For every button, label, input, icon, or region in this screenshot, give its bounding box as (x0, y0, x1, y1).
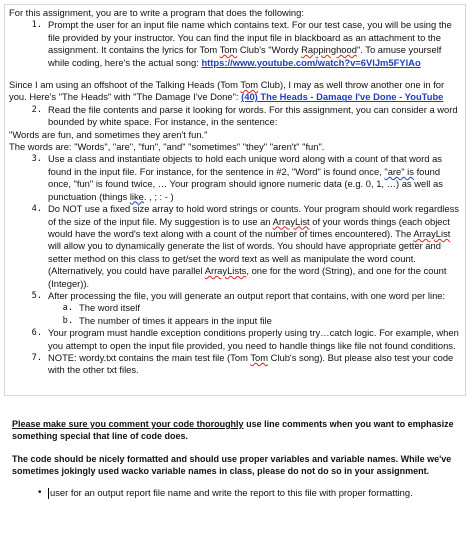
text-run: Club's song). But please also test your code with the other txt files. (48, 351, 454, 376)
item-list-b (9, 153, 459, 302)
item-number: 4. (31, 204, 42, 215)
flagged-word: Rappinghood (301, 44, 357, 56)
text-run: . , ; : - ) (143, 190, 174, 202)
item-list-a (9, 19, 459, 69)
item-number: 7. (31, 352, 42, 363)
hyperlink[interactable]: (40) The Heads - Damage I've Done - YouTube (241, 91, 444, 103)
list-item-1 (9, 19, 459, 69)
flagged-word: ArrayList (413, 227, 451, 239)
text-run: Use a class and instantiate objects to hold each unique word along with a count of that word as found in the input file. For instance, for the sentence in #2, "Word" is found once, (48, 153, 442, 177)
text-run: , one for the word (String), and one for the count (Integer)). (48, 265, 447, 289)
text-run: ". To amuse yourself while coding, here's the actual song: (48, 44, 442, 68)
bullet-text: user for an output report file name and write the report to this file with proper formatting. (50, 487, 413, 499)
text-run: of your words things (each object would have the word's text along with a count of the number of times encountered). The (48, 215, 450, 239)
text-run: Club's "Wordy (237, 44, 302, 56)
flagged-word: ArrayLists (204, 265, 247, 277)
text-run: will allow you to dynamically generate the list of words. You should have appropriate getter and setter method on this class to get/set the word text as well as manipulate the word count. (Alternatively, you could have parallel (48, 240, 441, 277)
text-run: Since I am using an offshoot of the Talking Heads (Tom (9, 79, 241, 91)
assignment-box (4, 4, 466, 396)
item-text (48, 203, 459, 290)
flagged-word: Tom (250, 351, 269, 363)
list-item-6 (9, 327, 459, 352)
item-text (48, 290, 459, 302)
sub-item-text: The number of times it appears in the input file (79, 314, 272, 326)
list-item-2 (9, 104, 459, 129)
heads-paragraph (9, 79, 459, 104)
list-item-4 (9, 203, 459, 290)
flagged-word: "are" is (384, 165, 414, 177)
list-item-3 (9, 153, 459, 203)
hyperlink[interactable]: https://www.youtube.com/watch?v=6VlJm5FYlAo (201, 56, 421, 68)
comment-rest: use line comments when you want to emphasize something special that line of code does. (12, 418, 454, 442)
sub-item-a (9, 302, 459, 314)
list-item-5 (9, 290, 459, 302)
flagged-word: ArrayList (272, 215, 310, 227)
item-number: 5. (31, 290, 42, 301)
text-run: NOTE: wordy.txt contains the main test file (Tom (48, 351, 251, 363)
sub-item-letter: b. (62, 315, 73, 326)
item-number: 3. (31, 154, 42, 165)
sub-item-b (9, 315, 459, 327)
comment-emphasis: Please make sure you comment your code thoroughly (12, 418, 244, 429)
words-line: The words are: "Words", "are", "fun", "and" "sometimes" "they" "aren't" "fun". (9, 141, 325, 153)
intro-text: For this assignment, you are to write a program that does the following: (9, 7, 304, 18)
text-run: Club), I may as well throw another one in for you. Here's "The Heads" with "The Damage I've Done": (9, 79, 445, 103)
sub-item-text: The word itself (79, 302, 140, 314)
flagged-word: like (129, 190, 144, 202)
bullet-item (12, 487, 466, 499)
text-run: Do NOT use a fixed size array to hold word strings or counts. Your program should work regardless of the size of the input file. My suggestion is to use an (48, 203, 459, 227)
sub-item-letter: a. (62, 303, 73, 314)
formatting-note: The code should be nicely formatted and should use proper variables and variable names. While we've sometimes jokingly used wacko variable names in class, please do not do so in your assignment. (12, 453, 452, 476)
item-text (48, 352, 459, 377)
item-number: 6. (31, 328, 42, 339)
text-run: Your program must handle exception conditions properly using try…catch logic. For example, when you attempt to open the input file provided, you need to handle things like file not found conditions. (48, 327, 459, 351)
item-text (48, 153, 459, 203)
item-number: 1. (31, 20, 42, 31)
quote-sentence: "Words are fun, and sometimes they aren't fun." (9, 128, 208, 140)
item-text: Read the file contents and parse it looking for words. For this assignment, you can consider a word bounded by white space. For instance, in the sentence: (48, 103, 458, 128)
text-cursor (48, 488, 49, 499)
list-item-7 (9, 352, 459, 377)
text-run: Prompt the user for an input file name which contains text. For our test case, you will be using the file provided by your instructor. You can find the input file in blackboard as an attachment to the assignment. It contains the lyrics for Tom (48, 19, 452, 56)
text-run: found once, "fun" is found twice, … Your program should ignore numeric data (e.g. 0, 1, …) as well as punctuation (things (48, 165, 443, 202)
bullet-icon: • (38, 487, 42, 499)
item-text (48, 327, 459, 352)
flagged-word: Tom (240, 79, 259, 91)
comment-note (12, 418, 466, 443)
text-run: After processing the file, you will generate an output report that contains, with one word per line: (48, 289, 446, 301)
item-list-c (9, 327, 459, 377)
sub-item-list (9, 302, 459, 327)
flagged-word: Tom (219, 44, 238, 56)
item-number: 2. (31, 104, 42, 115)
item-text (48, 19, 459, 69)
